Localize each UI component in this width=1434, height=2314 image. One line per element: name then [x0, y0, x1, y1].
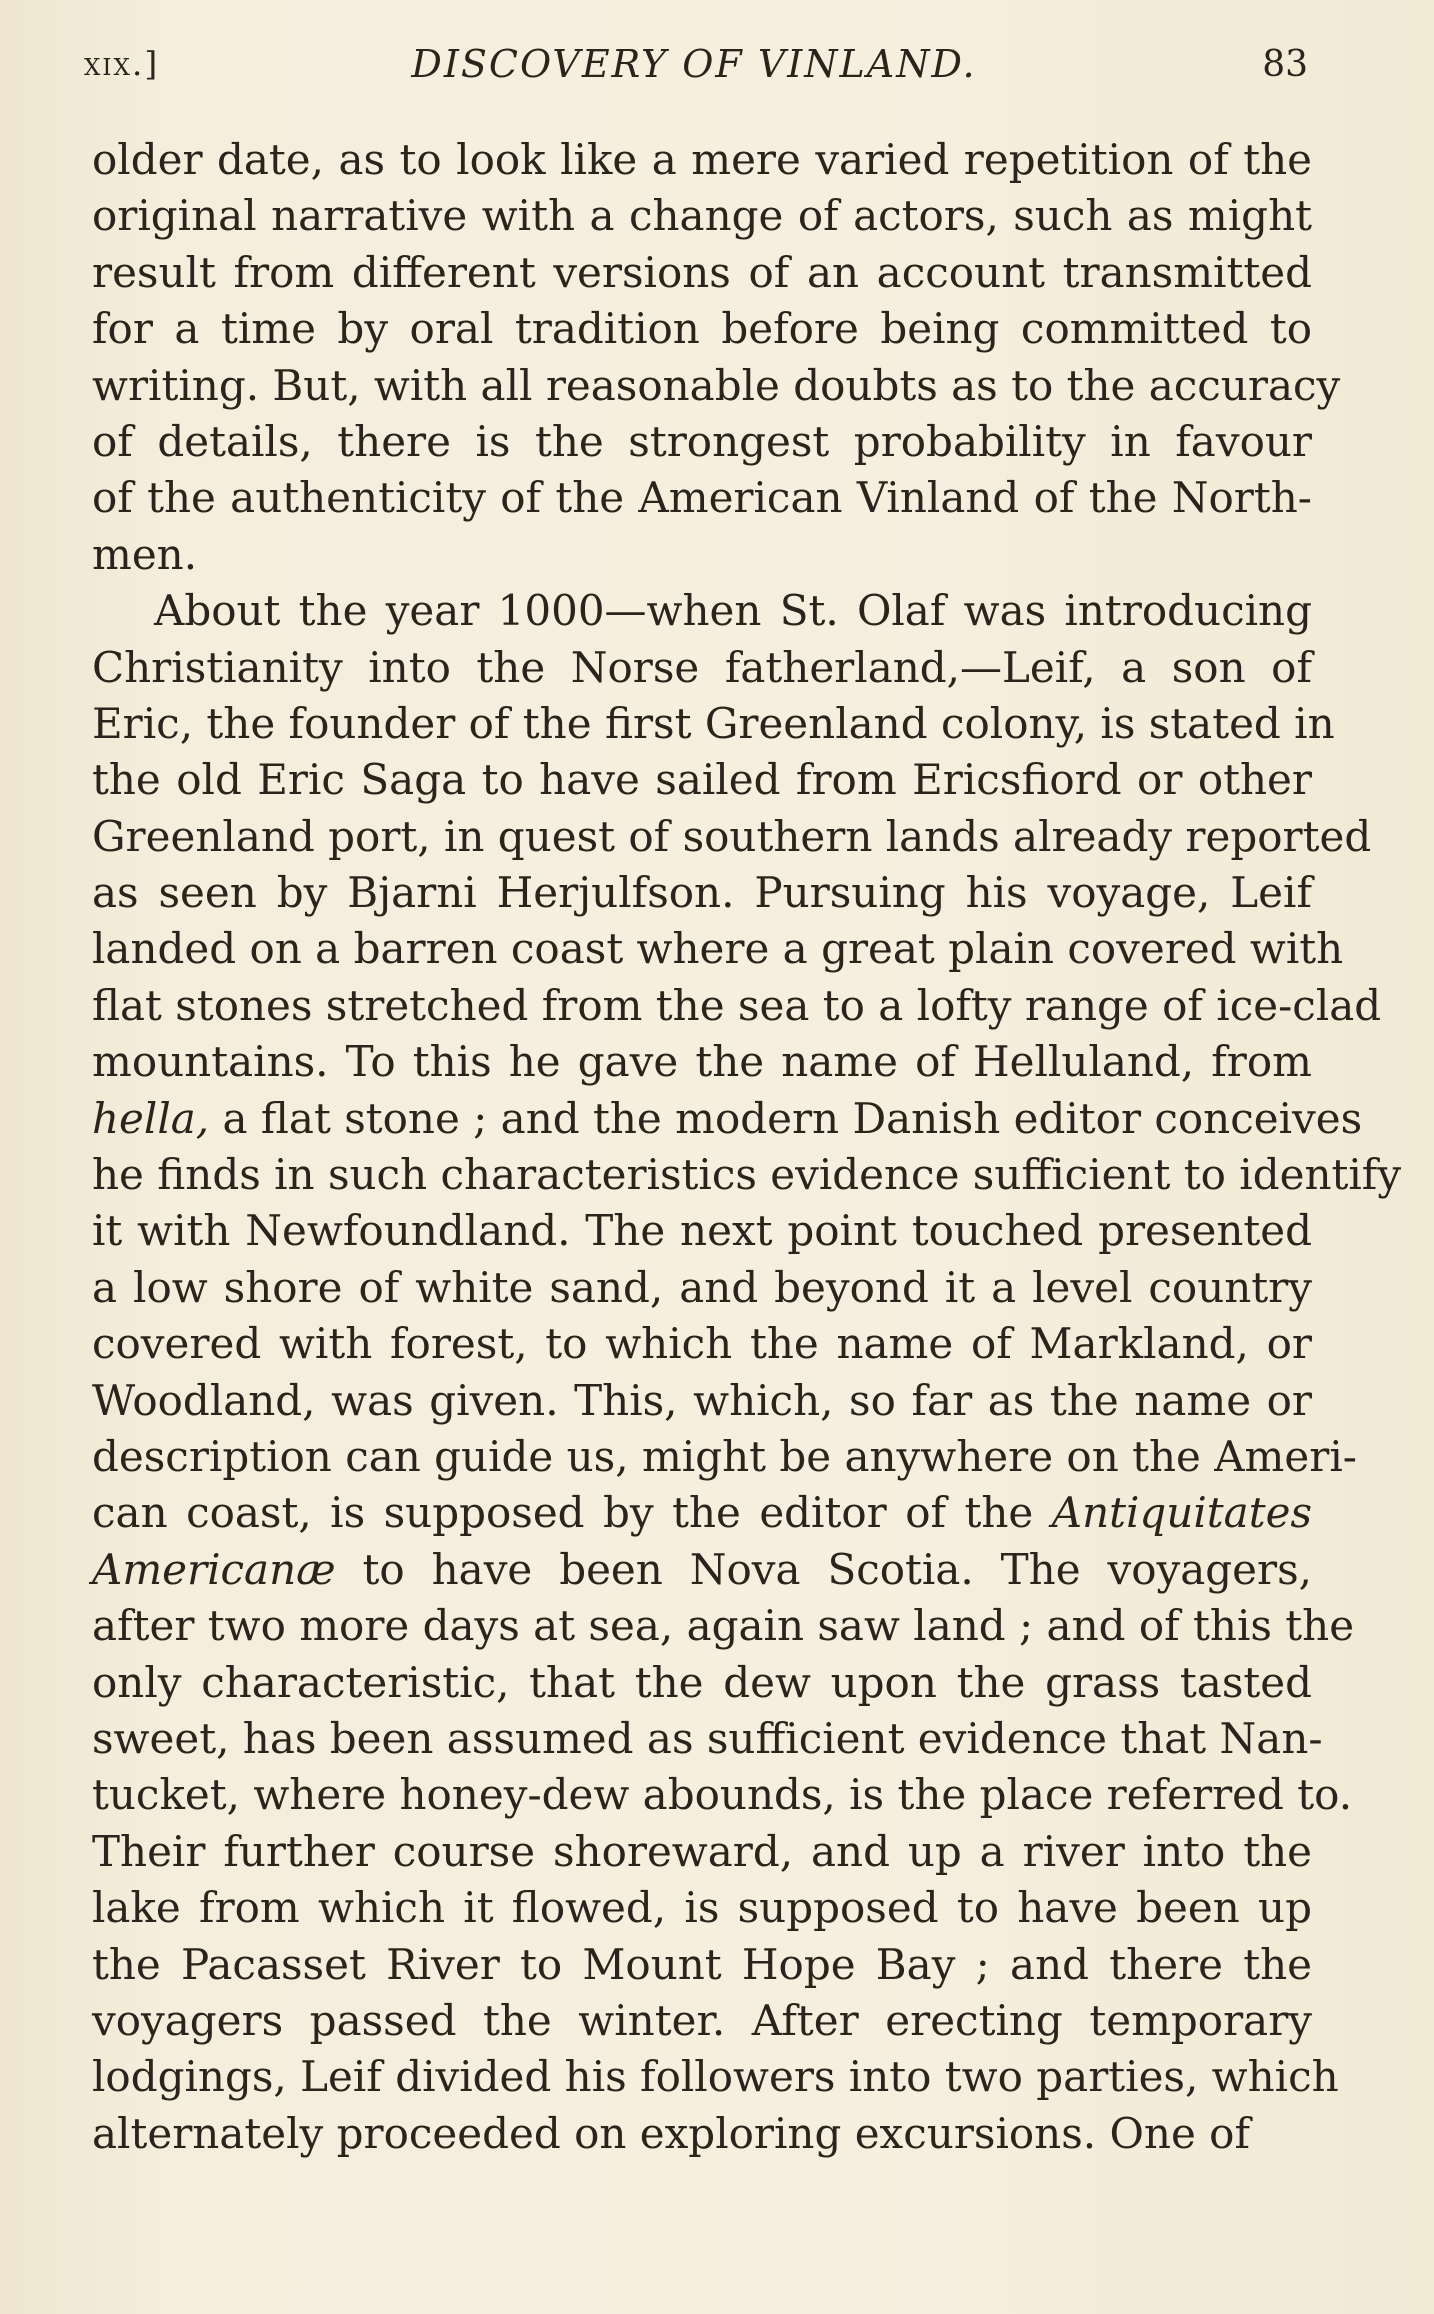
text-line: after two more days at sea, again saw land ; and of this the — [92, 1601, 1355, 1651]
running-header — [84, 38, 1308, 98]
text-line: landed on a barren coast where a great plain covered with — [92, 924, 1344, 974]
italic-text: hella, — [92, 1093, 210, 1143]
page-number: 83 — [1262, 44, 1308, 85]
text-line: of details, there is the strongest probability in favour — [92, 416, 1312, 466]
text-line: for a time by oral tradition before being committed to — [92, 304, 1312, 354]
text-line: Americanæ to have been Nova Scotia. The voyagers, — [92, 1544, 1312, 1594]
text-line: lodgings, Leif divided his followers into two parties, which — [92, 2052, 1339, 2102]
text-line: it with Newfoundland. The next point touched presented — [92, 1206, 1312, 1256]
text-line: can coast, is supposed by the editor of the Antiquitates — [92, 1488, 1312, 1538]
text-line: the old Eric Saga to have sailed from Ericsfiord or other — [92, 755, 1312, 805]
paragraph — [92, 132, 1341, 583]
text-line: the Pacasset River to Mount Hope Bay ; and there the — [92, 1939, 1312, 1989]
text-line: of the authenticity of the American Vinland of the North- — [92, 473, 1312, 523]
text-line: voyagers passed the winter. After erecting temporary — [92, 1995, 1312, 2045]
text-line: Christianity into the Norse fatherland,—Leif, a son of — [92, 642, 1312, 692]
text-line: older date, as to look like a mere varied repetition of the — [92, 135, 1312, 184]
text-line: Greenland port, in quest of southern lands already reported — [92, 811, 1372, 861]
text-line: Woodland, was given. This, which, so far as the name or — [92, 1375, 1312, 1425]
text-line: a low shore of white sand, and beyond it a level country — [92, 1262, 1312, 1312]
chapter-number: xix.] — [84, 44, 160, 83]
text-line: as seen by Bjarni Herjulfson. Pursuing his voyage, Leif — [92, 868, 1312, 918]
text-line: alternately proceeded on exploring excursions. One of — [92, 2108, 1250, 2158]
paragraph — [92, 583, 1402, 2162]
text-line: sweet, has been assumed as sufficient evidence that Nan- — [92, 1713, 1323, 1763]
text-line: result from different versions of an account transmitted — [92, 247, 1312, 297]
text-line: hella, a flat stone ; and the modern Danish editor conceives — [92, 1093, 1363, 1143]
text-line: tucket, where honey-dew abounds, is the place referred to. — [92, 1770, 1353, 1820]
text-line: covered with forest, to which the name of Markland, or — [92, 1319, 1312, 1369]
text-line: Their further course shoreward, and up a river into the — [92, 1826, 1312, 1876]
text-line: men. — [92, 529, 198, 579]
text-line: description can guide us, might be anywhere on the Ameri- — [92, 1431, 1357, 1481]
text-line: original narrative with a change of actors, such as might — [92, 191, 1312, 241]
text-line: he finds in such characteristics evidence sufficient to identify — [92, 1150, 1402, 1200]
body-text — [92, 132, 1402, 2162]
text-line: Eric, the founder of the first Greenland colony, is stated in — [92, 698, 1335, 748]
running-title: DISCOVERY OF VINLAND. — [411, 42, 977, 86]
text-line: writing. But, with all reasonable doubts as to the accuracy — [92, 360, 1341, 410]
italic-text: Americanæ — [92, 1544, 336, 1594]
text-line: only characteristic, that the dew upon the grass tasted — [92, 1657, 1312, 1707]
text-line: flat stones stretched from the sea to a lofty range of ice-clad — [92, 980, 1382, 1030]
text-line: mountains. To this he gave the name of Helluland, from — [92, 1037, 1312, 1087]
italic-text: Antiquitates — [1051, 1488, 1312, 1538]
text-line: About the year 1000—when St. Olaf was introducing — [154, 586, 1312, 636]
text-line: lake from which it flowed, is supposed to have been up — [92, 1883, 1312, 1933]
